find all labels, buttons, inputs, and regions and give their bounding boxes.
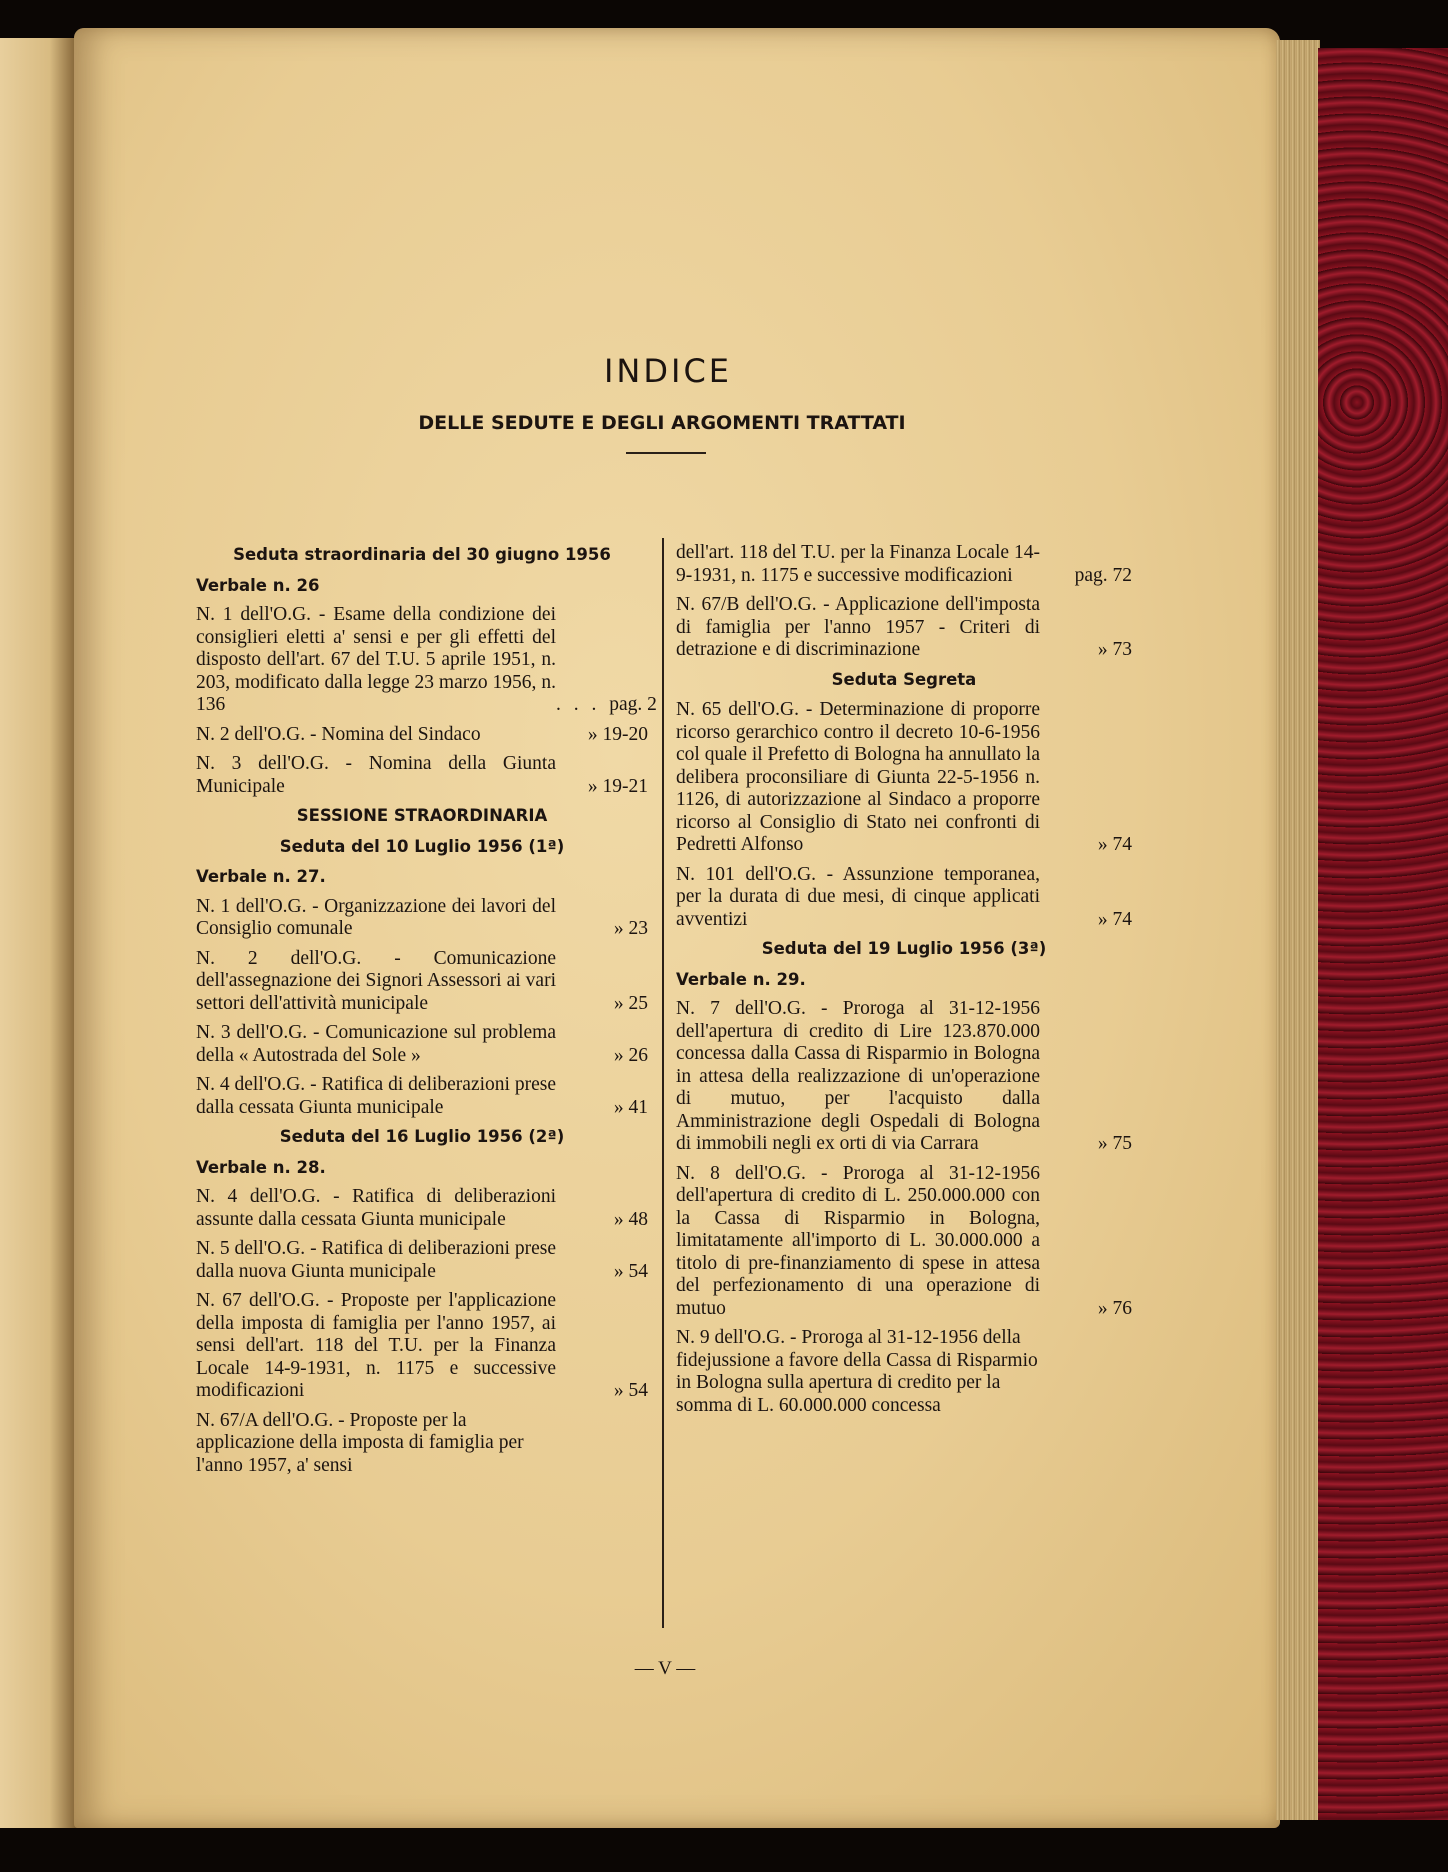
session-heading: Seduta del 16 Luglio 1956 (2ª): [279, 1127, 565, 1146]
entry-text: N. 67/A dell'O.G. - Proposte per la applicazione della imposta di famiglia per l'anno 1957, a' sensi: [196, 1409, 524, 1476]
index-entry: [196, 1074, 648, 1119]
index-entry: [196, 1022, 648, 1067]
session-heading: Seduta Segreta: [831, 669, 977, 689]
entry-text: N. 2 dell'O.G. - Comunicazione dell'assegnazione dei Signori Assessori ai vari settori dell'attività municipale: [196, 947, 556, 1014]
entry-text: dell'art. 118 del T.U. per la Finanza Locale 14-9-1931, n. 1175 e successive modificazioni: [676, 542, 1040, 586]
index-entry: [676, 594, 1132, 662]
entry-page: » 26: [613, 1044, 648, 1066]
entry-text: N. 5 dell'O.G. - Ratifica di deliberazioni prese dalla nuova Giunta municipale: [196, 1238, 556, 1282]
entry-text: N. 9 dell'O.G. - Proroga al 31-12-1956 della fidejussione a favore della Cassa di Risparmio in Bologna sulla apertura di credito per la somma di L. 60.000.000 concessa: [676, 1327, 1038, 1416]
entry-text: N. 3 dell'O.G. - Nomina della Giunta Municipale: [196, 753, 556, 797]
entry-page: » 76: [1097, 1297, 1132, 1319]
session-heading: Seduta del 10 Luglio 1956 (1ª): [279, 836, 565, 856]
entry-page: pag. 2: [609, 694, 657, 715]
entry-page: » 19-21: [587, 775, 648, 797]
entry-text: N. 7 dell'O.G. - Proroga al 31-12-1956 dell'apertura di credito di Lire 123.870.000 concessa dalla Cassa di Risparmio in Bologna in attesa della realizzazione di un'operazione di mutuo, per l'acquisto dalla Amministrazione degli Ospedali di Bologna di immobili negli ex orti di via Carrara: [676, 998, 1040, 1154]
index-entry: [196, 1290, 648, 1403]
entry-page: » 41: [613, 1096, 648, 1118]
index-entry: [676, 998, 1132, 1156]
index-entry: [196, 724, 648, 747]
entry-page: » 48: [613, 1208, 648, 1230]
entry-text: N. 1 dell'O.G. - Esame della condizione dei consiglieri eletti a' sensi e per gli effetti del disposto dell'art. 67 del T.U. 5 aprile 1951, n. 203, modificato dalla legge 23 marzo 1956, n. 136: [196, 604, 556, 715]
verbale-label: Verbale n. 27.: [196, 867, 326, 886]
entry-page: » 19-20: [587, 723, 648, 745]
verbale-label: Verbale n. 28.: [196, 1157, 326, 1177]
index-entry: [196, 1186, 648, 1231]
index-entry: [196, 1238, 648, 1283]
right-column: [676, 538, 1132, 1424]
session-heading: Seduta del 19 Luglio 1956 (3ª): [761, 939, 1047, 958]
index-entry: [196, 948, 648, 1016]
entry-page: » 54: [613, 1380, 648, 1401]
verbale-label: Verbale n. 29.: [676, 969, 806, 989]
page-block-edges: [1276, 40, 1320, 1820]
session-heading: SESSIONE STRAORDINARIA: [296, 806, 548, 825]
index-entry: [196, 1410, 648, 1478]
entry-text: N. 65 dell'O.G. - Determinazione di proporre ricorso gerarchico contro il decreto 10-6-1956 col quale il Prefetto di Bologna ha annullato la delibera proconsiliare di Giunta 22-5-1956 n. 1126, di autorizzazione al Sindaco a proporre ricorso al Consiglio di Stato nei confronti di Pedretti Alfonso: [676, 699, 1040, 855]
entry-page: » 75: [1097, 1133, 1132, 1154]
column-divider: [662, 538, 664, 1628]
entry-text: N. 4 dell'O.G. - Ratifica di deliberazioni assunte dalla cessata Giunta municipale: [196, 1186, 556, 1230]
entry-text: N. 67 dell'O.G. - Proposte per l'applicazione della imposta di famiglia per l'anno 1957, ai sensi dell'art. 118 del T.U. per la Finanza Locale 14-9-1931, n. 1175 e successive modificazioni: [196, 1290, 556, 1401]
index-entry: [676, 864, 1132, 932]
index-entry: [196, 896, 648, 941]
index-entry: [676, 699, 1132, 857]
verbale-label: Verbale n. 26: [196, 575, 320, 595]
entry-text: N. 2 dell'O.G. - Nomina del Sindaco: [196, 723, 481, 745]
entry-page: » 73: [1097, 639, 1132, 660]
index-entry: [196, 753, 648, 798]
entry-page: pag. 72: [1074, 564, 1132, 586]
entry-text: N. 67/B dell'O.G. - Applicazione dell'imposta di famiglia per l'anno 1957 - Criteri di detrazione e di discriminazione: [676, 594, 1040, 660]
entry-page: » 54: [613, 1260, 648, 1282]
entry-text: N. 1 dell'O.G. - Organizzazione dei lavori del Consiglio comunale: [196, 895, 556, 939]
index-entry: [676, 1163, 1132, 1321]
page-title: INDICE: [603, 352, 732, 390]
index-entry: N. 1 dell'O.G. - Esame della condizione dei consiglieri eletti a' sensi e per gli effetti del disposto dell'art. 67 del T.U. 5 aprile 1951, n. 203, modificato dalla legge 23 marzo 1956, n. 136 . . . pag. 2: [196, 604, 657, 715]
index-entry: [676, 542, 1132, 587]
entry-text: N. 8 dell'O.G. - Proroga al 31-12-1956 dell'apertura di credito di L. 250.000.000 con la Cassa di Risparmio in Bologna, limitatamente all'importo di L. 30.000.000 a titolo di pre-finanziamento di spese in attesa del perfezionamento di una operazione di mutuo: [676, 1162, 1040, 1319]
session-heading: Seduta straordinaria del 30 giugno 1956: [233, 545, 611, 564]
entry-page: » 74: [1097, 908, 1132, 930]
entry-page: » 74: [1097, 834, 1132, 855]
index-entry: [676, 1327, 1132, 1417]
title-rule: [626, 452, 706, 454]
entry-page: » 23: [613, 918, 648, 939]
marbled-book-cover: [1318, 48, 1448, 1820]
entry-text: N. 3 dell'O.G. - Comunicazione sul problema della « Autostrada del Sole »: [196, 1022, 556, 1066]
page-subtitle: DELLE SEDUTE E DEGLI ARGOMENTI TRATTATI: [418, 412, 906, 434]
page-number: — V —: [634, 1658, 696, 1679]
entry-text: N. 4 dell'O.G. - Ratifica di deliberazioni prese dalla cessata Giunta municipale: [196, 1074, 556, 1118]
left-column: [196, 538, 657, 1484]
entry-page: » 25: [613, 992, 648, 1014]
entry-text: N. 101 dell'O.G. - Assunzione temporanea, per la durata di due mesi, di cinque applicati avventizi: [676, 863, 1040, 930]
